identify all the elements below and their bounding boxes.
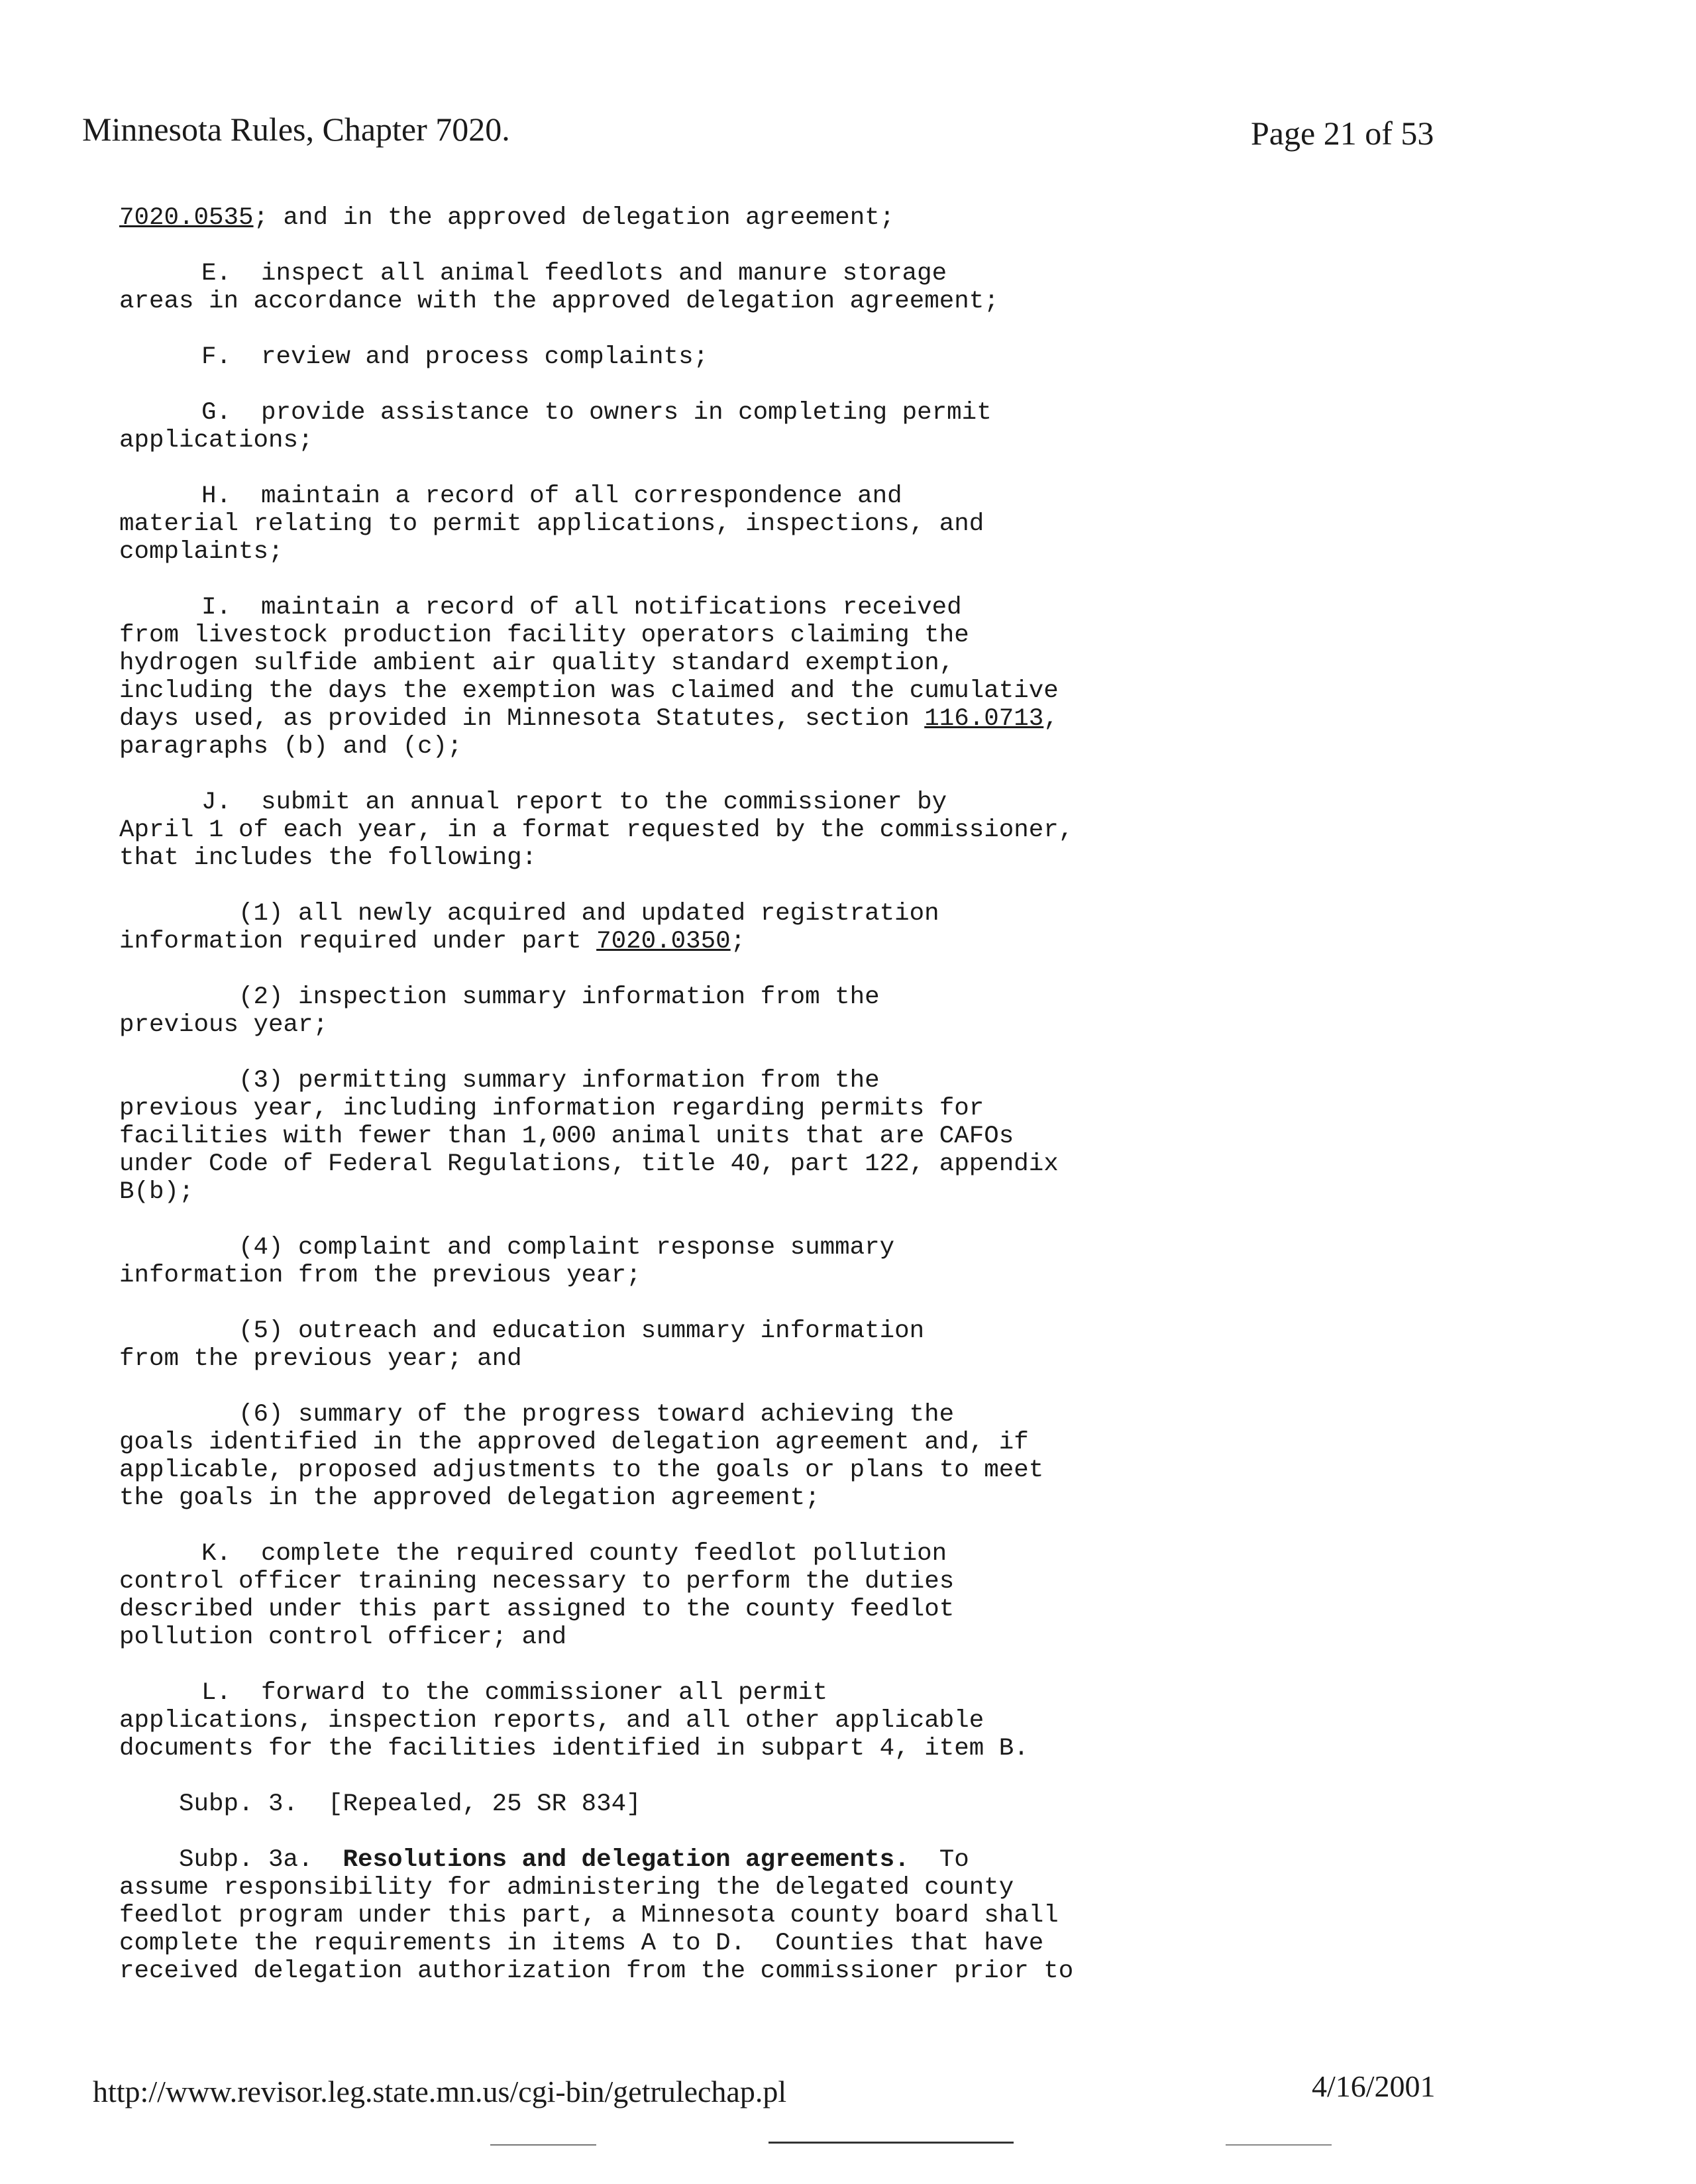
subitem-2-line: previous year; [119,1011,329,1039]
item-i [119,594,1192,761]
subitem-4 [119,1234,1192,1289]
subitem-5-line: from the previous year; and [119,1345,522,1373]
item-i-line: hydrogen sulfide ambient air quality standard exemption, [119,649,955,677]
footer-url[interactable]: http://www.revisor.leg.state.mn.us/cgi-bin/getrulechap.pl [93,2075,787,2108]
subitem-6-line: the goals in the approved delegation agreement; [119,1484,820,1512]
item-l-line: documents for the facilities identified in subpart 4, item B. [119,1735,1029,1763]
item-i-line: from livestock production facility operators claiming the [119,622,969,649]
subpart-3-line: Subp. 3. [Repealed, 25 SR 834] [179,1790,641,1818]
item-i-line: including the days the exemption was claimed and the cumulative [119,677,1059,705]
item-j-line: April 1 of each year, in a format requested by the commissioner, [119,816,1074,844]
subitem-5-line: (5) outreach and education summary information [238,1317,925,1345]
item-h-line: H. maintain a record of all correspondence and [201,482,902,510]
item-g [119,399,1192,455]
subitem-1 [119,900,1192,956]
subpart-3a-line: To [909,1846,969,1874]
item-g-line: applications; [119,427,313,455]
subpart-3 [119,1790,1192,1818]
item-k-line: pollution control officer; and [119,1623,567,1651]
subitem-1-line: (1) all newly acquired and updated registration [238,900,939,928]
subitem-6 [119,1401,1192,1512]
item-f-line: F. review and process complaints; [201,343,709,371]
item-e-line: areas in accordance with the approved delegation agreement; [119,288,999,315]
item-e-line: E. inspect all animal feedlots and manure storage [201,260,947,288]
item-k-line: K. complete the required county feedlot pollution [201,1540,947,1568]
subitem-3 [119,1067,1192,1206]
page-number: Page 21 of 53 [1251,115,1434,152]
footer-date: 4/16/2001 [1312,2069,1436,2103]
item-h-line: complaints; [119,538,284,566]
subitem-1-line: information required under part [119,928,597,956]
subpart-3a-label: Subp. 3a. [179,1846,343,1874]
subitem-4-line: (4) complaint and complaint response summary [238,1234,895,1262]
item-l-line: applications, inspection reports, and all other applicable [119,1707,984,1735]
scan-artifact-line [768,2142,1014,2144]
item-i-line: I. maintain a record of all notifications received [201,594,962,622]
subpart-3a-line: complete the requirements in items A to D. Counties that have [119,1930,1044,1957]
rule-link-7020-0350[interactable]: 7020.0350 [596,928,731,956]
subitem-3-line: under Code of Federal Regulations, title 40, part 122, appendix [119,1150,1059,1178]
item-l [119,1679,1192,1763]
subitem-6-line: goals identified in the approved delegation agreement and, if [119,1429,1029,1456]
item-k [119,1540,1192,1651]
item-i-punct: , [1043,705,1059,733]
item-g-line: G. provide assistance to owners in completing permit [201,399,992,427]
subpart-3a-heading: Resolutions and delegation agreements. [343,1846,910,1874]
subpart-3a-line: assume responsibility for administering the delegated county [119,1874,1014,1902]
subitem-5 [119,1317,1192,1373]
subitem-2 [119,983,1192,1039]
subpart-3a-line: feedlot program under this part, a Minnesota county board shall [119,1902,1059,1930]
subitem-2-line: (2) inspection summary information from the [238,983,880,1011]
subitem-3-line: previous year, including information regarding permits for [119,1095,984,1122]
continuation-paragraph [119,204,1192,232]
subitem-1-punct: ; [730,928,746,956]
item-l-line: L. forward to the commissioner all permit [201,1679,828,1707]
item-i-line: paragraphs (b) and (c); [119,733,462,761]
item-j-line: that includes the following: [119,844,537,872]
subitem-4-line: information from the previous year; [119,1262,641,1289]
item-j [119,789,1192,872]
item-k-line: control officer training necessary to perform the duties [119,1568,955,1596]
item-k-line: described under this part assigned to the county feedlot [119,1596,955,1623]
header-title: Minnesota Rules, Chapter 7020. [82,111,510,148]
subpart-3a-line: received delegation authorization from the commissioner prior to [119,1957,1074,1985]
scan-artifact-line [1226,2144,1332,2146]
item-f [119,343,1192,371]
item-e [119,260,1192,315]
rule-text [119,204,1192,2013]
subitem-3-line: B(b); [119,1178,194,1206]
item-h [119,482,1192,566]
subpart-3a [119,1846,1192,1985]
item-i-line: days used, as provided in Minnesota Statutes, section [119,705,925,733]
subitem-3-line: (3) permitting summary information from the [238,1067,880,1095]
subitem-6-line: (6) summary of the progress toward achieving the [238,1401,955,1429]
rule-link-7020-0535[interactable]: 7020.0535 [119,204,254,232]
scan-artifact-line [490,2144,596,2146]
item-j-line: J. submit an annual report to the commissioner by [201,789,947,816]
subitem-3-line: facilities with fewer than 1,000 animal units that are CAFOs [119,1122,1014,1150]
item-h-line: material relating to permit applications, inspections, and [119,510,984,538]
continuation-text: ; and in the approved delegation agreement; [253,204,895,232]
subitem-6-line: applicable, proposed adjustments to the goals or plans to meet [119,1456,1044,1484]
statute-link-116-0713[interactable]: 116.0713 [924,705,1044,733]
